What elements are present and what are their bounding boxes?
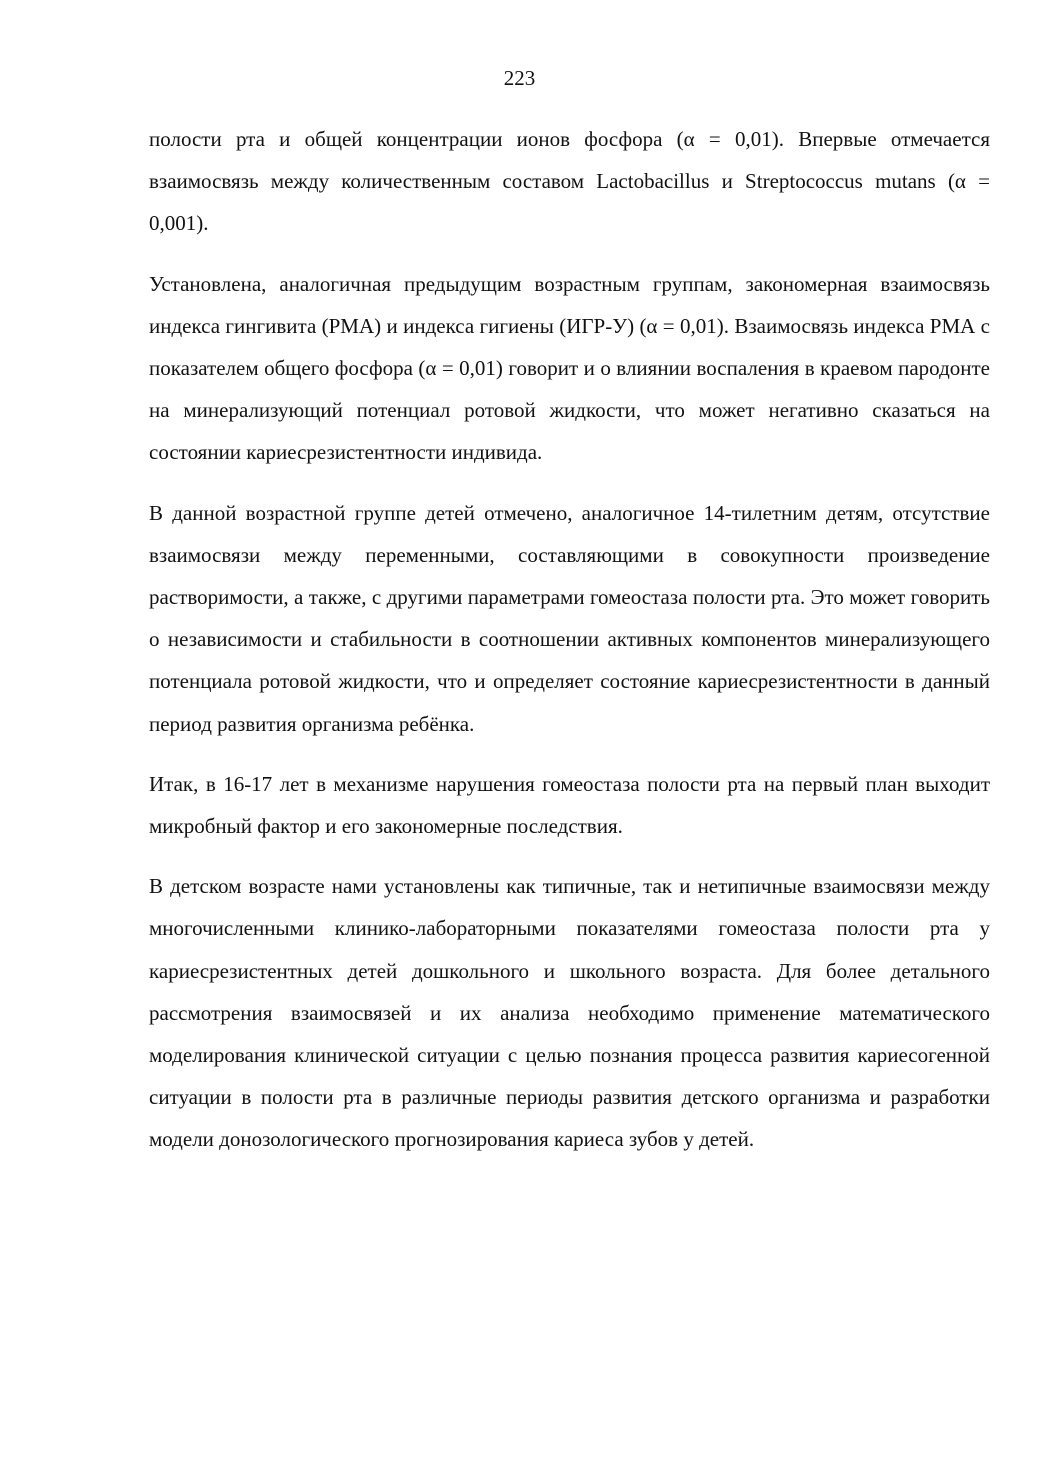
paragraph-2: Установлена, аналогичная предыдущим возрастным группам, закономерная взаимосвязь индекса гингивита (РМА) и индекса гигиены (ИГР-У) (α = 0,01). Взаимосвязь индекса РМА с показателем общего фосфора (α = 0,01) говорит и о влиянии воспаления в краевом пародонте на минерализующий потенциал ротовой жидкости, что может негативно сказаться на состоянии кариесрезистентности индивида. (149, 271, 990, 465)
body-text (149, 118, 990, 1179)
paragraph-4: Итак, в 16-17 лет в механизме нарушения гомеостаза полости рта на первый план выходит микробный фактор и его закономерные последствия. (149, 771, 990, 839)
page-number: 223 (503, 66, 536, 90)
paragraph-5: В детском возрасте нами установлены как типичные, так и нетипичные взаимосвязи между многочисленными клинико-лабораторными показателями гомеостаза полости рта у кариесрезистентных детей дошкольного и школьного возраста. Для более детального рассмотрения взаимосвязей и их анализа необходимо применение математического моделирования клинической ситуации с целью познания процесса развития кариесогенной ситуации в полости рта в различные периоды развития детского организма и разработки модели донозологического прогнозирования кариеса зубов у детей. (149, 874, 990, 1152)
paragraph-3: В данной возрастной группе детей отмечено, аналогичное 14-тилетним детям, отсутствие взаимосвязи между переменными, составляющими в совокупности произведение растворимости, а также, с другими параметрами гомеостаза полости рта. Это может говорить о независимости и стабильности в соотношении активных компонентов минерализующего потенциала ротовой жидкости, что и определяет состояние кариесрезистентности в данный период развития организма ребёнка. (149, 500, 990, 736)
paragraph-1: полости рта и общей концентрации ионов фосфора (α = 0,01). Впервые отмечается взаимосвязь между количественным составом Lactobacillus и Streptococcus mutans (α = 0,001). (149, 127, 990, 236)
